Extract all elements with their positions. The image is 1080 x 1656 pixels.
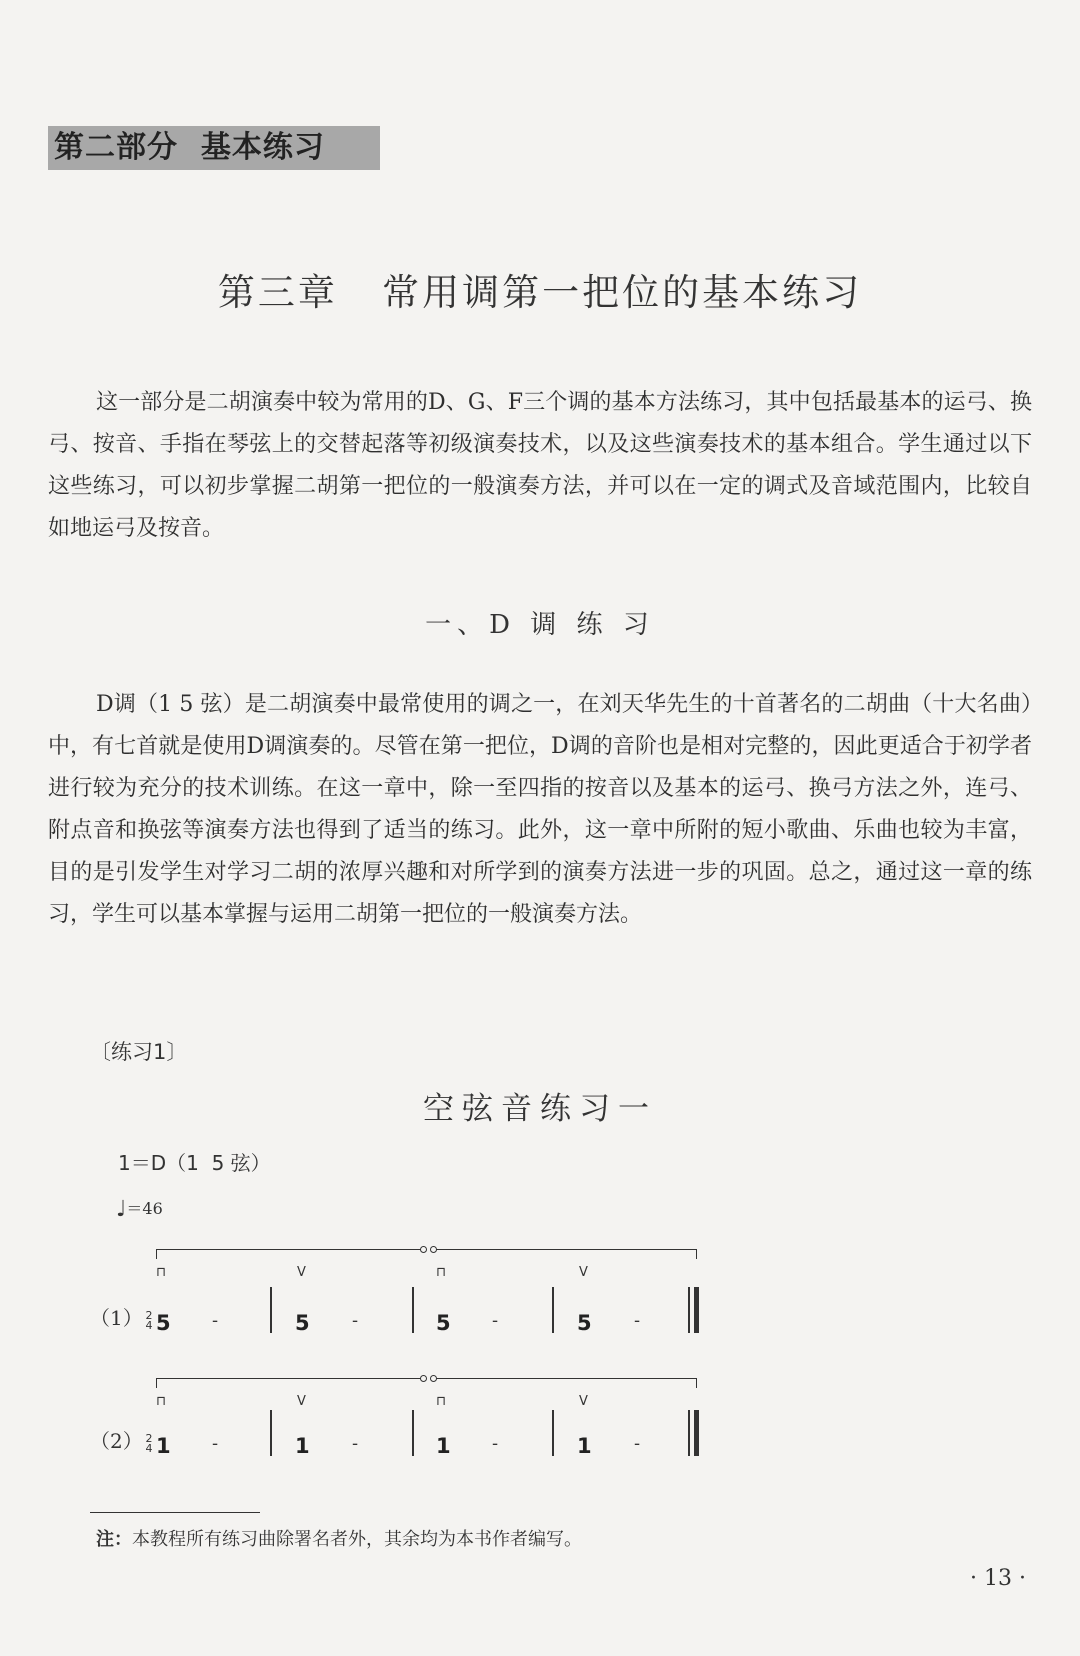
page-number: · 13 · <box>970 1566 1026 1591</box>
jianpu-note: 1 <box>295 1434 310 1458</box>
final-barline-thin <box>688 1410 690 1456</box>
up-bow-icon: V <box>297 1394 306 1409</box>
slur-circle <box>420 1246 427 1253</box>
final-barline-thin <box>688 1287 690 1333</box>
jianpu-note: 5 <box>436 1311 451 1335</box>
rest-dash: - <box>492 1310 499 1331</box>
time-signature <box>142 1311 156 1331</box>
body-paragraph-text: D调（1 5 弦）是二胡演奏中最常使用的调之一，在刘天华先生的十首著名的二胡曲（十大名曲）中，有七首就是使用D调演奏的。尽管在第一把位，D调的音阶也是相对完整的，因此更适合于初学者进行较为充分的技术训练。在这一章中，除一至四指的按音以及基本的运弓、换弓方法之外，连弓、附点音和换弦等演奏方法也得到了适当的练习。此外，这一章中所附的短小歌曲、乐曲也较为丰富，目的是引发学生对学习二胡的浓厚兴趣和对所学到的演奏方法进一步的巩固。总之，通过这一章的练习，学生可以基本掌握与运用二胡第一把位的一般演奏方法。 <box>48 692 1032 927</box>
up-bow-icon: V <box>579 1265 588 1280</box>
slur-tick <box>156 1249 157 1259</box>
slur-tick <box>156 1378 157 1388</box>
slur-tick <box>696 1378 697 1388</box>
body-paragraph <box>48 684 1032 936</box>
slur-line <box>156 1249 422 1250</box>
row-label: （1） <box>90 1306 143 1330</box>
section-title: 一、D 调 练 习 <box>425 610 655 640</box>
tempo-marking <box>116 1196 163 1222</box>
footnote <box>96 1525 582 1551</box>
down-bow-icon: ⊓ <box>156 1265 167 1280</box>
barline <box>270 1287 272 1333</box>
slur-line <box>436 1378 696 1379</box>
key-signature: 1＝D（1 5 弦） <box>118 1151 271 1175</box>
jianpu-note: 5 <box>156 1311 171 1335</box>
time-signature <box>142 1434 156 1454</box>
footnote-prefix: 注： <box>96 1529 132 1550</box>
down-bow-icon: ⊓ <box>436 1394 447 1409</box>
final-barline-thick <box>694 1410 699 1456</box>
jianpu-note: 5 <box>577 1311 592 1335</box>
slur-line <box>156 1378 422 1379</box>
rest-dash: - <box>352 1433 359 1454</box>
footnote-rule <box>90 1512 260 1513</box>
exercise-label: 〔练习1〕 <box>90 1040 188 1064</box>
part-header: 第二部分 基本练习 <box>48 126 380 170</box>
chapter-title: 第三章 常用调第一把位的基本练习 <box>217 271 863 314</box>
exercise-title: 空弦音练习一 <box>423 1091 657 1127</box>
rest-dash: - <box>212 1310 219 1331</box>
time-sig-top: 2 <box>145 1309 153 1322</box>
up-bow-icon: V <box>579 1394 588 1409</box>
jianpu-note: 1 <box>577 1434 592 1458</box>
barline <box>412 1410 414 1456</box>
time-sig-bottom: 4 <box>145 1319 153 1332</box>
jianpu-note: 1 <box>436 1434 451 1458</box>
barline <box>552 1287 554 1333</box>
jianpu-note: 1 <box>156 1434 171 1458</box>
slur-circle <box>420 1375 427 1382</box>
barline <box>552 1410 554 1456</box>
row-label: （2） <box>90 1429 143 1453</box>
time-sig-bottom: 4 <box>145 1442 153 1455</box>
rest-dash: - <box>634 1310 641 1331</box>
intro-paragraph <box>48 382 1032 550</box>
up-bow-icon: V <box>297 1265 306 1280</box>
slur-line <box>436 1249 696 1250</box>
final-barline-thick <box>694 1287 699 1333</box>
barline <box>412 1287 414 1333</box>
score-row-2 <box>90 1368 750 1478</box>
quarter-note-icon: ♩ <box>116 1197 127 1222</box>
down-bow-icon: ⊓ <box>156 1394 167 1409</box>
intro-paragraph-text: 这一部分是二胡演奏中较为常用的D、G、F三个调的基本方法练习，其中包括最基本的运弓、换弓、按音、手指在琴弦上的交替起落等初级演奏技术，以及这些演奏技术的基本组合。学生通过以下这些练习，可以初步掌握二胡第一把位的一般演奏方法，并可以在一定的调式及音域范围内，比较自如地运弓及按音。 <box>48 390 1032 541</box>
rest-dash: - <box>352 1310 359 1331</box>
slur-tick <box>696 1249 697 1259</box>
time-sig-top: 2 <box>145 1432 153 1445</box>
jianpu-note: 5 <box>295 1311 310 1335</box>
down-bow-icon: ⊓ <box>436 1265 447 1280</box>
footnote-text: 本教程所有练习曲除署名者外，其余均为本书作者编写。 <box>132 1529 582 1550</box>
tempo-value: ＝46 <box>126 1199 163 1218</box>
rest-dash: - <box>212 1433 219 1454</box>
rest-dash: - <box>634 1433 641 1454</box>
barline <box>270 1410 272 1456</box>
score-row-1 <box>90 1245 750 1355</box>
rest-dash: - <box>492 1433 499 1454</box>
